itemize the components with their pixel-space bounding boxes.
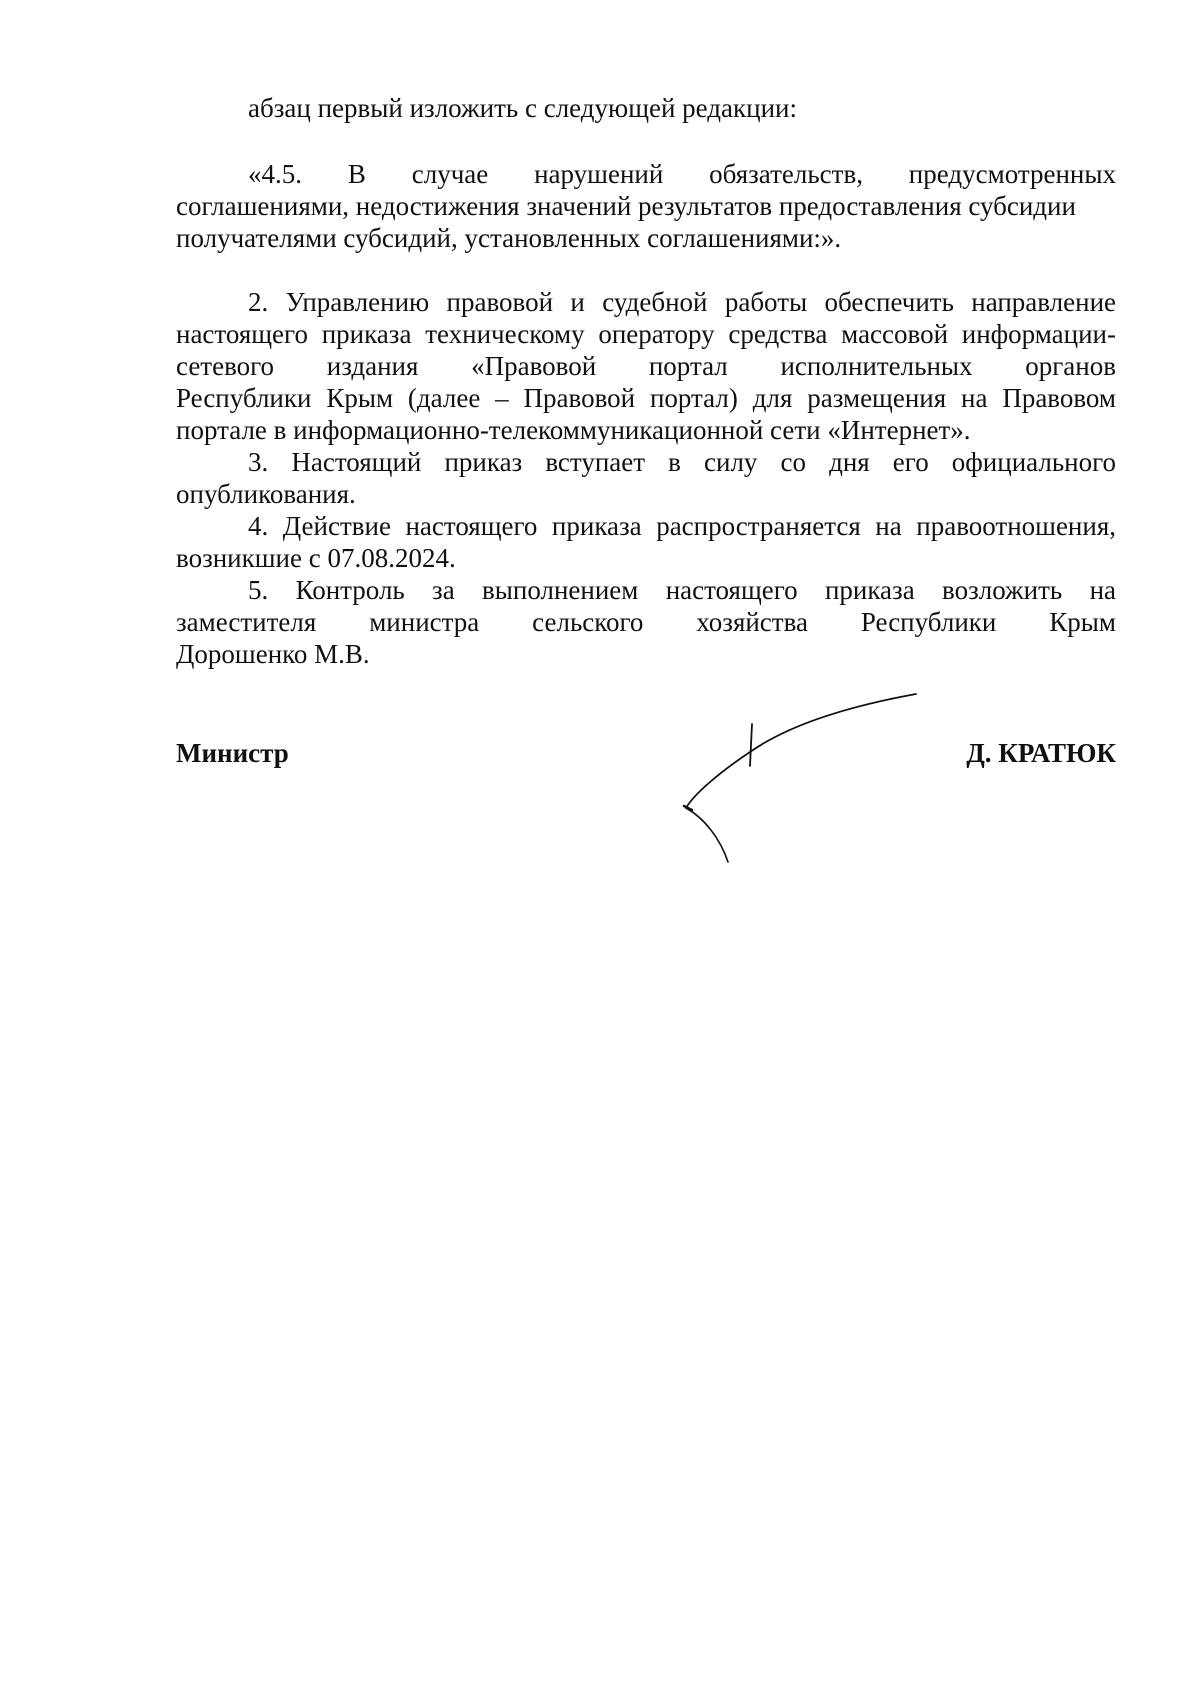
item-2-line: сетевого издания «Правовой портал исполнительных органов	[176, 351, 1116, 381]
item-2-line: портале в информационно-телекоммуникационной сети «Интернет».	[176, 415, 971, 445]
item-2-line: Республики Крым (далее – Правовой портал) для размещения на Правовом	[176, 383, 1116, 413]
item-3	[176, 446, 1116, 510]
item-2	[176, 286, 1116, 446]
item-3-line: опубликования.	[176, 479, 356, 509]
item-5-line: заместителя министра сельского хозяйства Республики Крым	[176, 607, 1116, 637]
item-2-line: 2. Управлению правовой и судебной работы обеспечить направление	[248, 287, 1116, 317]
paragraph-quote-line: соглашениями, недостижения значений результатов предоставления субсидии	[176, 191, 1076, 221]
item-3-line: 3. Настоящий приказ вступает в силу со дня его официального	[248, 447, 1116, 477]
item-4	[176, 510, 1116, 574]
position-title: Министр	[176, 738, 289, 768]
item-2-line: настоящего приказа техническому оператору средства массовой информации-	[176, 319, 1116, 349]
paragraph-quote-line: «4.5. В случае нарушений обязательств, предусмотренных	[248, 159, 1116, 189]
signature-row	[176, 738, 1116, 778]
paragraph-intro-line: абзац первый изложить с следующей редакции:	[248, 93, 797, 123]
paragraph-intro	[176, 92, 1116, 124]
paragraph-quote-line: получателями субсидий, установленных соглашениями:».	[176, 223, 842, 253]
handwritten-signature	[670, 690, 930, 880]
signer-name: Д. КРАТЮК	[966, 738, 1116, 768]
item-5	[176, 574, 1116, 670]
item-4-line: 4. Действие настоящего приказа распространяется на правоотношения,	[248, 511, 1116, 541]
paragraph-quote	[176, 158, 1116, 254]
item-4-line: возникшие с 07.08.2024.	[176, 543, 456, 573]
item-5-line: Дорошенко М.В.	[176, 639, 370, 669]
item-5-line: 5. Контроль за выполнением настоящего приказа возложить на	[248, 575, 1116, 605]
